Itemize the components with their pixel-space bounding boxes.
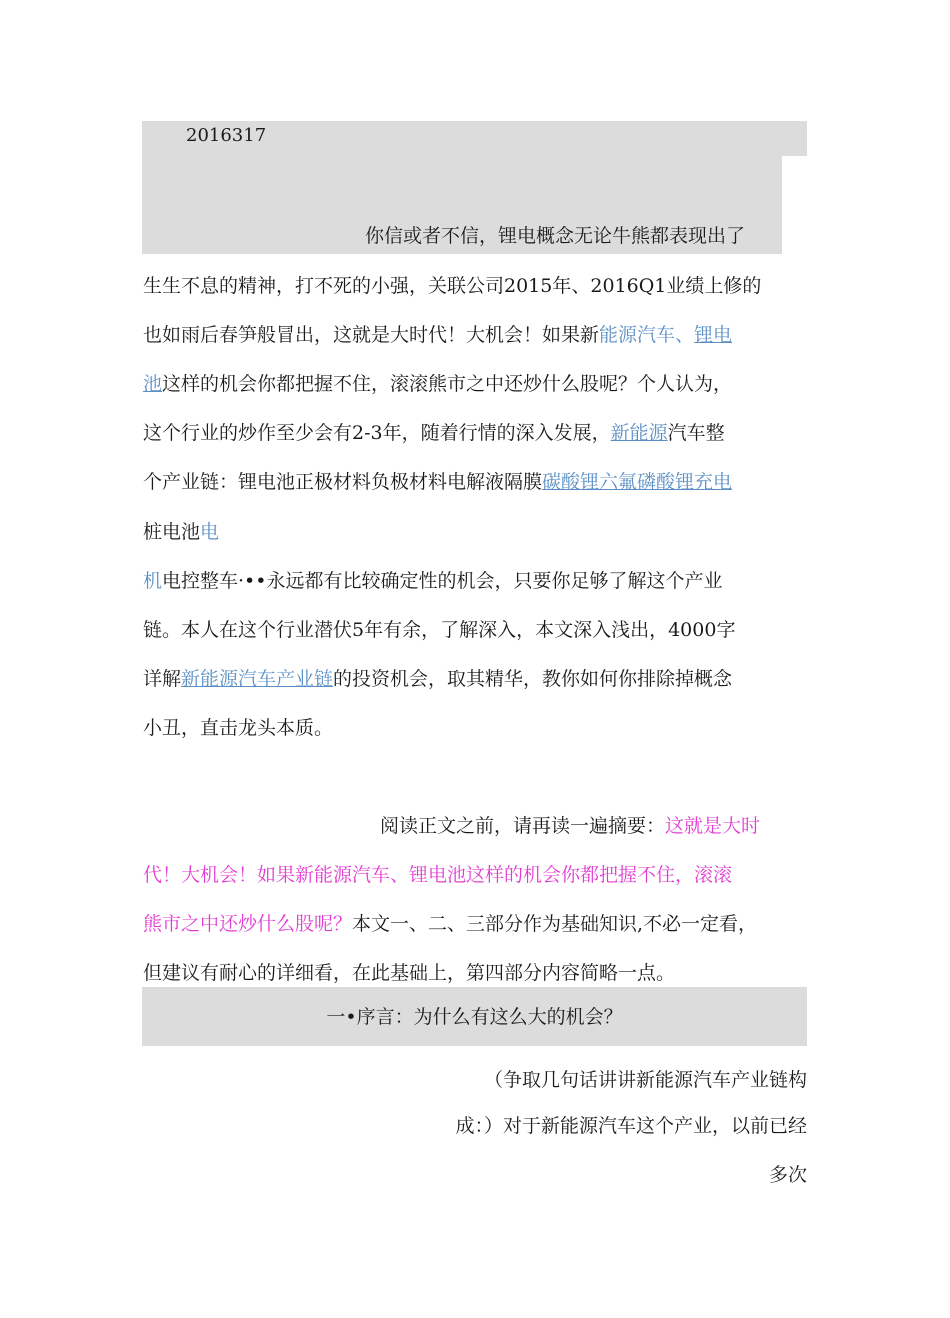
para1-line10: 小丑，直击龙头本质。: [143, 717, 334, 739]
section1-line2: 成：）对于新能源汽车这个产业，以前已经: [455, 1115, 807, 1137]
link-lithium-battery-cont[interactable]: 池: [143, 373, 163, 395]
link-nev-auto[interactable]: 能源汽车: [599, 324, 676, 346]
link-lithium-materials[interactable]: 碳酸锂六氟磷酸锂充电: [542, 471, 733, 493]
para1-line1: 生生不息的精神，打不死的小强，关联公司2015年、2016Q1业绩上修的: [143, 275, 762, 297]
para1-line4: 这个行业的炒作至少会有2-3年，随着行情的深入发展，新能源汽车整: [143, 422, 725, 444]
link-motor-cont[interactable]: 机: [143, 570, 163, 592]
link-nev-industry-chain[interactable]: 新能源汽车产业链: [181, 668, 334, 690]
para1-line2: 也如雨后春笋般冒出，这就是大时代！大机会！如果新能源汽车、锂电: [143, 324, 733, 346]
section1-line3: 多次: [768, 1164, 807, 1186]
link-new-energy[interactable]: 新能源: [610, 422, 668, 444]
para1-line6: 桩电池电: [143, 521, 220, 543]
para1-line3: 池这样的机会你都把握不住，滚滚熊市之中还炒什么股呢？个人认为，: [143, 373, 733, 395]
para2-line2: 代！大机会！如果新能源汽车、锂电池这样的机会你都把握不住，滚滚: [143, 864, 733, 886]
section-heading: 一•序言：为什么有这么大的机会？: [326, 1006, 623, 1028]
link-motor[interactable]: 电: [200, 521, 220, 543]
para1-line7: 机电控整车·••永远都有比较确定性的机会，只要你足够了解这个产业: [143, 570, 723, 592]
para2-line3: 熊市之中还炒什么股呢？本文一、二、三部分作为基础知识,不必一定看，: [143, 913, 758, 935]
para1-line9: 详解新能源汽车产业链的投资机会，取其精华，教你如何你排除掉概念: [143, 668, 733, 690]
para1-line5: 个产业链：锂电池正极材料负极材料电解液隔膜碳酸锂六氟磷酸锂充电: [143, 471, 733, 493]
section1-line1: （争取几句话讲讲新能源汽车产业链构: [483, 1069, 807, 1091]
para1-line8: 链。本人在这个行业潜伏5年有余，了解深入，本文深入浅出，4000字: [143, 619, 736, 641]
para2-line4: 但建议有耐心的详细看，在此基础上，第四部分内容简略一点。: [143, 962, 676, 984]
intro-line: 你信或者不信，锂电概念无论牛熊都表现出了: [365, 225, 746, 247]
link-lithium-battery[interactable]: 锂电: [694, 324, 733, 346]
para2-line1: 阅读正文之前，请再读一遍摘要：这就是大时: [380, 815, 761, 837]
document-date: 2016317: [186, 125, 267, 146]
